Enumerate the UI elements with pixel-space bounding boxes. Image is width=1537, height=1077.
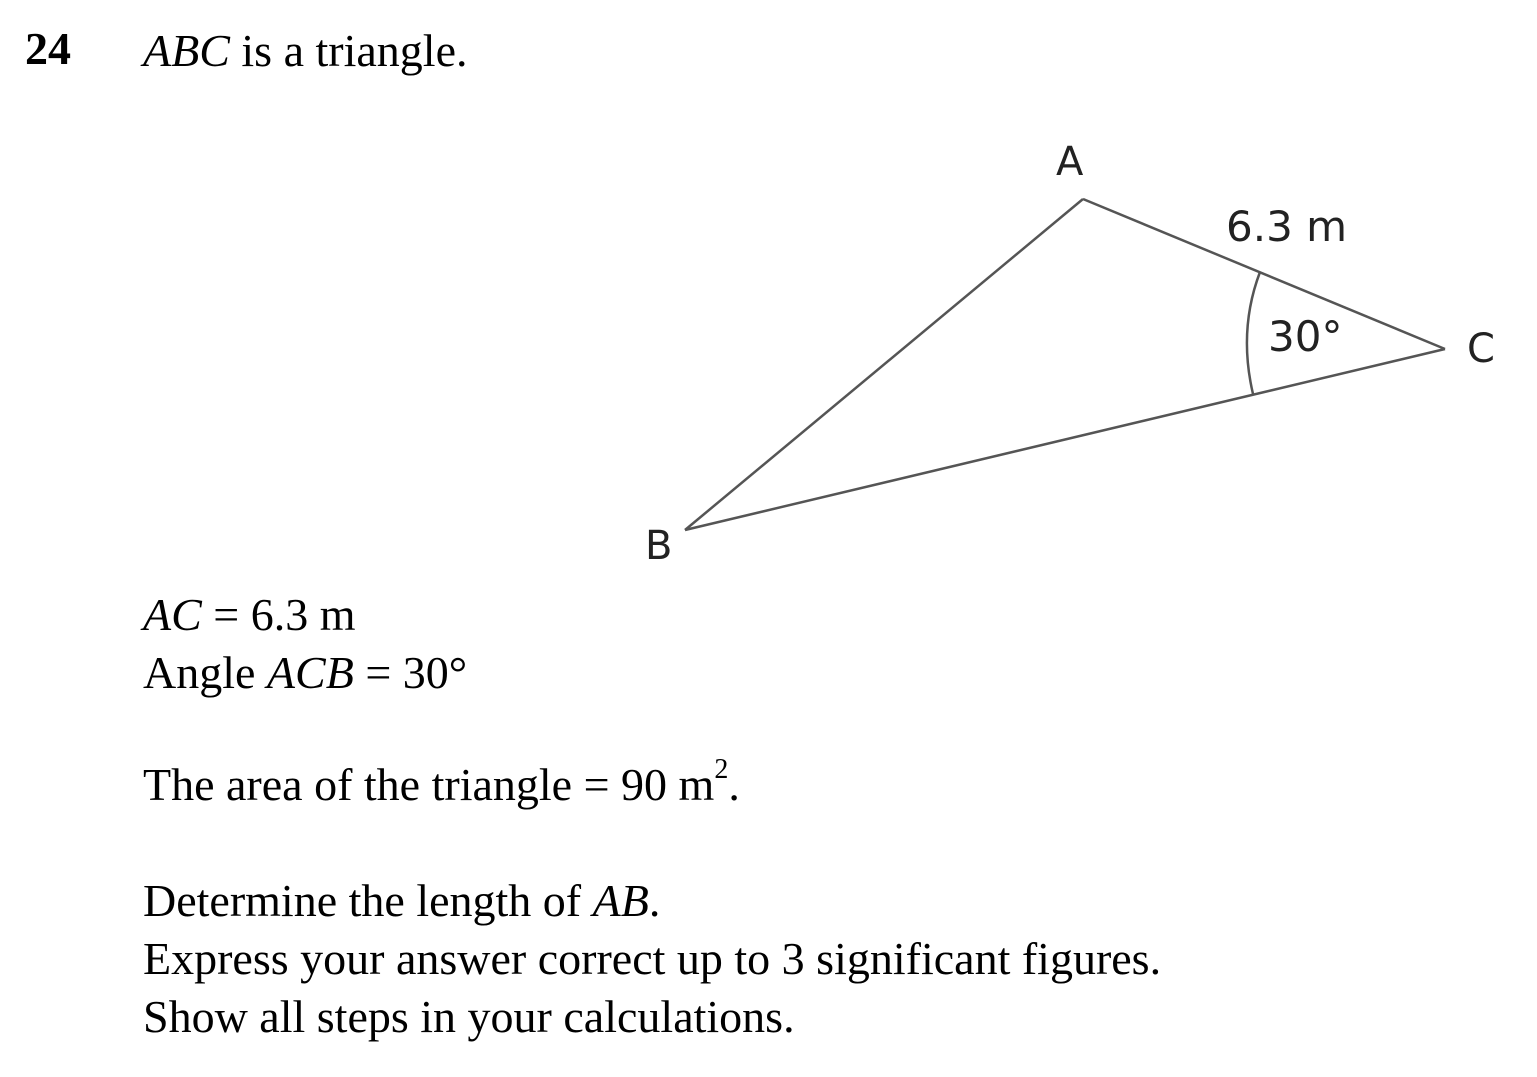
angle-var: ACB <box>266 647 354 698</box>
vertex-b-label: B <box>645 523 673 569</box>
area-text: The area of the triangle = 90 m <box>143 759 715 810</box>
area-exponent: 2 <box>714 754 729 785</box>
angle-prefix: Angle <box>143 647 267 698</box>
angle-value: = 30° <box>353 647 468 698</box>
ac-value: = 6.3 m <box>201 589 356 640</box>
vertex-c-label: C <box>1467 326 1495 372</box>
task-line-3: Show all steps in your calculations. <box>143 991 795 1042</box>
task-end: . <box>648 875 661 926</box>
angle-arc-c <box>1247 272 1260 394</box>
area-statement <box>143 754 740 810</box>
task-line-1 <box>143 875 661 926</box>
question-number: 24 <box>25 23 71 74</box>
given-ac <box>143 589 356 640</box>
side-ac-length-label: 6.3 m <box>1226 202 1348 251</box>
area-end: . <box>728 759 740 810</box>
task-var: AB <box>592 875 649 926</box>
intro-text: is a triangle. <box>229 25 468 76</box>
angle-c-label: 30° <box>1268 312 1343 361</box>
side-ab <box>685 199 1083 530</box>
task-line-2: Express your answer correct up to 3 significant figures. <box>143 933 1162 984</box>
triangle-name: ABC <box>143 25 230 76</box>
vertex-a-label: A <box>1056 139 1084 185</box>
task-prefix: Determine the length of <box>143 875 593 926</box>
side-bc <box>685 349 1445 530</box>
ac-var: AC <box>143 589 202 640</box>
given-angle <box>143 647 468 698</box>
